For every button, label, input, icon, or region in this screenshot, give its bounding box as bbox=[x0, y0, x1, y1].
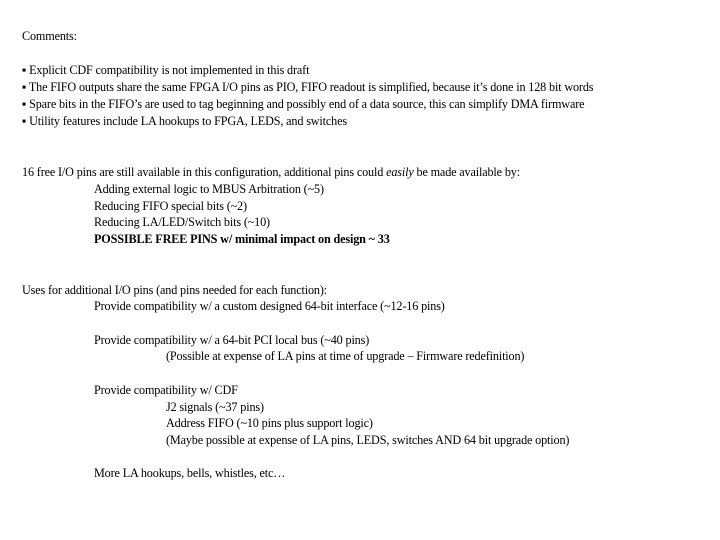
uses-pci-note: (Possible at expense of LA pins at time of upgrade – Firmware redefinition) bbox=[166, 349, 525, 363]
bullet-text: Utility features include LA hookups to FPGA, LEDS, and switches bbox=[29, 114, 347, 128]
uses-cdf-detail: Address FIFO (~10 pins plus support logic) bbox=[166, 416, 373, 430]
bullet-text: Explicit CDF compatibility is not implemented in this draft bbox=[29, 63, 310, 77]
uses-intro: Uses for additional I/O pins (and pins needed for each function): bbox=[22, 283, 328, 297]
bullet-item bbox=[22, 62, 309, 78]
comments-heading: Comments: bbox=[22, 29, 77, 43]
free-pins-intro-text: 16 free I/O pins are still available in this configuration, additional pins could bbox=[22, 165, 387, 179]
bullet-text: Spare bits in the FIFO’s are used to tag beginning and possibly end of a data source, this can simplify DMA firmware bbox=[29, 97, 585, 111]
free-pins-emphasis: easily bbox=[386, 165, 414, 179]
free-pins-item: Reducing LA/LED/Switch bits (~10) bbox=[94, 215, 270, 229]
bullet-marker: ▪ bbox=[22, 63, 27, 77]
bullet-marker: ▪ bbox=[22, 114, 27, 128]
bullet-marker: ▪ bbox=[22, 97, 27, 111]
bullet-item bbox=[22, 79, 593, 95]
free-pins-item: Adding external logic to MBUS Arbitration (~5) bbox=[94, 182, 324, 196]
uses-pci-label: Provide compatibility w/ a 64-bit PCI local bus (~40 pins) bbox=[94, 333, 370, 347]
bullet-marker: ▪ bbox=[22, 80, 27, 94]
free-pins-intro-tail: be made available by: bbox=[413, 165, 520, 179]
uses-custom-interface: Provide compatibility w/ a custom designed 64-bit interface (~12-16 pins) bbox=[94, 299, 445, 313]
bullet-item bbox=[22, 96, 584, 112]
free-pins-summary: POSSIBLE FREE PINS w/ minimal impact on design ~ 33 bbox=[94, 232, 390, 246]
free-pins-intro bbox=[22, 164, 520, 180]
free-pins-item: Reducing FIFO special bits (~2) bbox=[94, 199, 247, 213]
uses-cdf-label: Provide compatibility w/ CDF bbox=[94, 383, 238, 397]
bullet-item bbox=[22, 113, 347, 129]
uses-more: More LA hookups, bells, whistles, etc… bbox=[94, 466, 286, 480]
uses-cdf-detail: J2 signals (~37 pins) bbox=[166, 400, 264, 414]
uses-cdf-detail: (Maybe possible at expense of LA pins, LEDS, switches AND 64 bit upgrade option) bbox=[166, 433, 570, 447]
bullet-text: The FIFO outputs share the same FPGA I/O pins as PIO, FIFO readout is simplified, because it’s done in 128 bit words bbox=[28, 80, 594, 94]
